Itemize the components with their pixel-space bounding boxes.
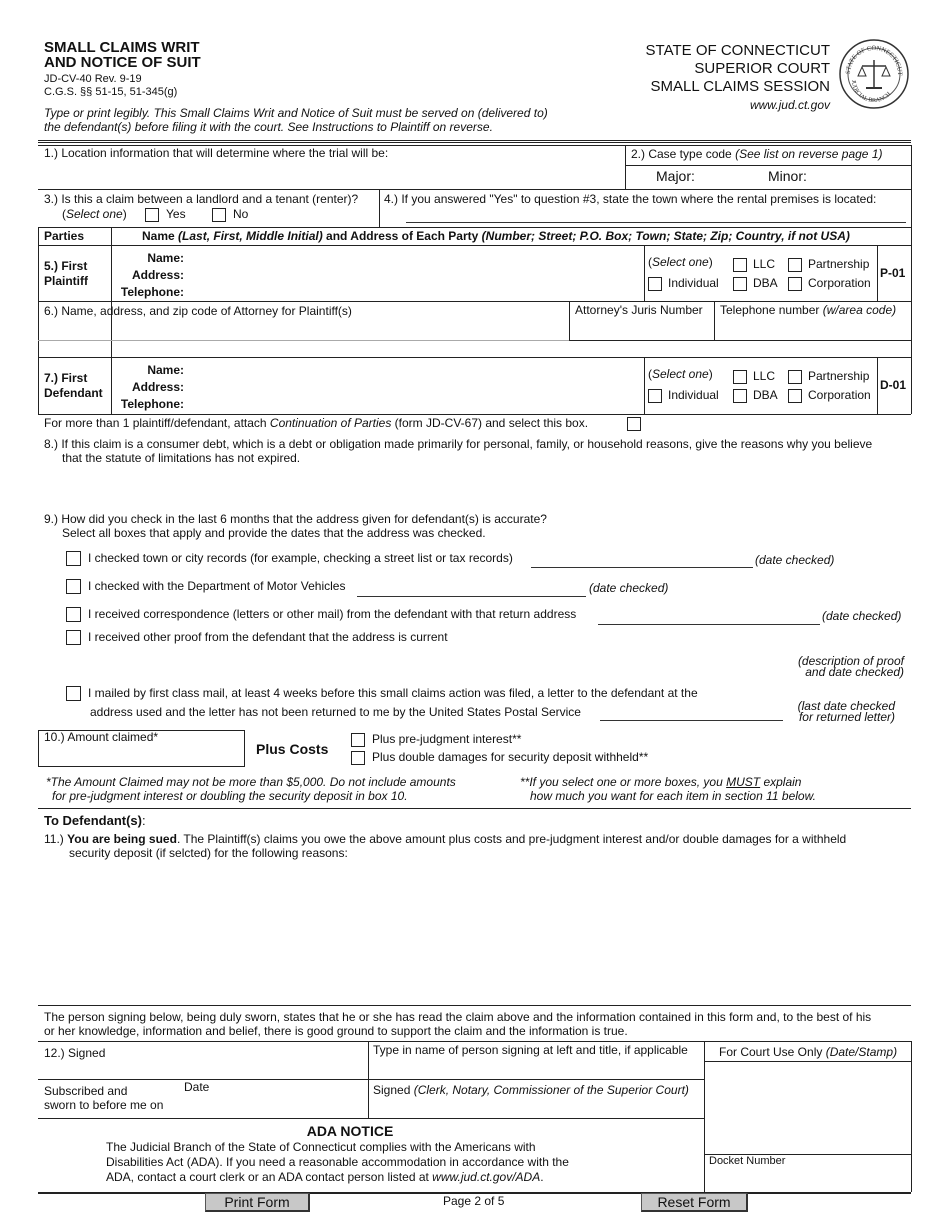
to-defendants-heading: To Defendant(s):	[44, 813, 146, 828]
defendant-telephone-label: Telephone:	[120, 397, 184, 411]
q11-text: 11.) You are being sued. The Plaintiff(s) claims you owe the above amount plus costs and pre-judgment interest and/or double damages for a withheld security deposit (if selcted) for the following reasons:	[44, 832, 847, 860]
q2-case-type	[631, 147, 883, 161]
seal-text-top: STATE OF CONNECTICUT	[844, 44, 904, 76]
q2-minor-label: Minor:	[768, 168, 807, 184]
clerk-signature-label: Signed (Clerk, Notary, Commissioner of the Superior Court)	[373, 1083, 689, 1097]
attorney-phone-label: Telephone number (w/area code)	[720, 303, 897, 317]
plaintiff-field-labels	[116, 250, 184, 301]
court-name: SUPERIOR COURT	[694, 60, 830, 77]
q9-mailed-date[interactable]	[600, 720, 783, 721]
q10-interest-checkbox[interactable]	[351, 733, 365, 747]
form-title	[44, 40, 201, 70]
reset-form-button[interactable]: Reset Form	[641, 1193, 748, 1212]
q9-dmv-hint: (date checked)	[589, 581, 669, 595]
defendant-corporation-label: Corporation	[808, 388, 871, 402]
q9-mailed-checkbox[interactable]	[66, 686, 81, 701]
defendant-individual-label: Individual	[668, 388, 719, 402]
q9-mailed-line2: address used and the letter has not been returned to me by the United States Postal Service	[90, 705, 581, 719]
q9-other-proof-checkbox[interactable]	[66, 630, 81, 645]
q3-no-label: No	[233, 207, 249, 221]
plaintiff-telephone-label: Telephone:	[120, 285, 184, 299]
q9-other-proof-hint: (description of proof and date checked)	[797, 654, 904, 679]
state-name: STATE OF CONNECTICUT	[645, 42, 830, 59]
parties-name-header: Name (Last, First, Middle Initial) and Address of Each Party (Number; Street; P.O. Box; Town; State; Zip; Country, if not USA)	[142, 229, 850, 243]
judicial-branch-seal-icon	[838, 38, 910, 110]
q8-reasons-input[interactable]	[44, 468, 904, 508]
q10-label: 10.) Amount claimed*	[44, 730, 159, 744]
statute-reference: C.G.S. §§ 51-15, 51-345(g)	[44, 86, 178, 98]
q1-location-input[interactable]	[44, 170, 604, 188]
q4-town-input[interactable]	[406, 222, 906, 223]
defendant-partnership-checkbox[interactable]	[788, 370, 802, 384]
plaintiff-dba-label: DBA	[753, 276, 778, 290]
q4-label: 4.) If you answered "Yes" to question #3, state the town where the rental premises is located:	[384, 192, 877, 206]
q9-other-proof-input[interactable]	[88, 648, 778, 674]
print-form-button[interactable]: Print Form	[205, 1193, 310, 1212]
docket-number-input[interactable]	[709, 1170, 907, 1188]
q9-text: 9.) How did you check in the last 6 months that the address given for defendant(s) is accurate? Select all boxes that apply and provide the dates that the address was checked.	[44, 512, 547, 540]
defendant-code: D-01	[880, 378, 907, 392]
page-indicator: Page 2 of 5	[443, 1194, 505, 1208]
q11-reasons-input[interactable]	[44, 866, 904, 996]
defendant-partnership-label: Partnership	[808, 369, 870, 383]
q10-note2: **If you select one or more boxes, you MUST explain how much you want for each item in section 11 below.	[520, 775, 816, 803]
continuation-checkbox[interactable]	[627, 417, 641, 431]
attorney-juris-label: Attorney's Juris Number	[575, 303, 703, 317]
plaintiff-partnership-checkbox[interactable]	[788, 258, 802, 272]
header-divider	[38, 140, 911, 143]
session-name: SMALL CLAIMS SESSION	[650, 78, 830, 95]
defendant-corporation-checkbox[interactable]	[788, 389, 802, 403]
defendant-name-label: Name:	[147, 363, 184, 377]
q9-town-records-date[interactable]	[531, 567, 753, 568]
q9-town-records-label: I checked town or city records (for example, checking a street list or tax records)	[88, 551, 513, 565]
q9-correspondence-date[interactable]	[598, 624, 820, 625]
q9-dmv-date[interactable]	[357, 596, 586, 597]
plaintiff-address-label: Address:	[131, 268, 184, 282]
seal-text-bottom: JUDICIAL BRANCH	[849, 79, 893, 105]
q1-label: 1.) Location information that will determine where the trial will be:	[44, 146, 389, 160]
q9-correspondence-hint: (date checked)	[822, 609, 902, 623]
q10-plus-costs: Plus Costs	[256, 741, 329, 757]
q10-interest-label: Plus pre-judgment interest**	[372, 732, 522, 746]
defendant-llc-checkbox[interactable]	[733, 370, 747, 384]
plaintiff-select-one: (Select one)	[648, 255, 713, 269]
ada-link[interactable]: www.jud.ct.gov/ADA	[432, 1170, 541, 1184]
subscribed-label: Subscribed and sworn to before me on	[44, 1084, 164, 1112]
instructions-line2: the defendant(s) before filing it with the court. See Instructions to Plaintiff on reverse.	[44, 120, 493, 134]
plaintiff-llc-label: LLC	[753, 257, 776, 271]
plaintiff-dba-checkbox[interactable]	[733, 277, 747, 291]
court-website: www.jud.ct.gov	[749, 98, 830, 112]
defendant-dba-checkbox[interactable]	[733, 389, 747, 403]
signature-input[interactable]	[110, 1044, 364, 1076]
typename-input[interactable]	[373, 1060, 701, 1078]
q9-correspondence-checkbox[interactable]	[66, 607, 81, 622]
continuation-text: For more than 1 plaintiff/defendant, attach Continuation of Parties (form JD-CV-67) and select this box.	[44, 416, 589, 430]
q9-dmv-checkbox[interactable]	[66, 579, 81, 594]
q10-note1: *The Amount Claimed may not be more than $5,000. Do not include amounts for pre-judgment interest or doubling the security deposit in box 10.	[46, 775, 456, 803]
q9-other-proof-label: I received other proof from the defendant that the address is current	[88, 630, 448, 644]
defendant-individual-checkbox[interactable]	[648, 389, 662, 403]
form-title-line2: AND NOTICE OF SUIT	[44, 54, 201, 71]
form-id: JD-CV-40 Rev. 9-19	[44, 73, 142, 85]
q3-no-checkbox[interactable]	[212, 208, 226, 222]
defendant-select-one: (Select one)	[648, 367, 713, 381]
court-use-label: For Court Use Only (Date/Stamp)	[719, 1045, 898, 1059]
q3-label: 3.) Is this a claim between a landlord and a tenant (renter)?	[44, 192, 359, 206]
plaintiff-individual-checkbox[interactable]	[648, 277, 662, 291]
q9-mailed-line1: I mailed by first class mail, at least 4 weeks before this small claims action was filed, a letter to the defendant at the	[88, 686, 698, 700]
defendant-field-labels	[116, 362, 184, 413]
q9-dmv-label: I checked with the Department of Motor Vehicles	[88, 579, 346, 593]
q3-select-hint: (Select one)	[62, 207, 127, 221]
defendant-info-input[interactable]	[190, 362, 640, 412]
attorney-input[interactable]	[44, 320, 564, 338]
q9-town-records-hint: (date checked)	[755, 553, 835, 567]
plaintiff-corporation-checkbox[interactable]	[788, 277, 802, 291]
defendant-llc-label: LLC	[753, 369, 776, 383]
q2-hint: (See list on reverse page 1)	[735, 147, 883, 161]
plaintiff-individual-label: Individual	[668, 276, 719, 290]
court-block	[646, 42, 830, 114]
plaintiff-label: 5.) First Plaintiff	[44, 259, 88, 288]
docket-number-label: Docket Number	[709, 1155, 786, 1167]
plaintiff-llc-checkbox[interactable]	[733, 258, 747, 272]
q9-correspondence-label: I received correspondence (letters or other mail) from the defendant with that return address	[88, 607, 577, 621]
q2-major-label: Major:	[656, 168, 695, 184]
q10-double-damages-checkbox[interactable]	[351, 751, 365, 765]
q2-label: 2.) Case type code	[631, 147, 732, 161]
instructions-line1: Type or print legibly. This Small Claims Writ and Notice of Suit must be served on (delivered to)	[44, 106, 548, 120]
plaintiff-partnership-label: Partnership	[808, 257, 870, 271]
parties-col-header: Parties	[44, 229, 85, 243]
plaintiff-info-input[interactable]	[190, 250, 640, 300]
plaintiff-corporation-label: Corporation	[808, 276, 871, 290]
oath-text: The person signing below, being duly sworn, states that he or she has read the claim above and the information contained in this form and, to the best of his or her knowledge, information and belief, there is good ground to support the claim and the information is true.	[44, 1010, 872, 1038]
defendant-address-label: Address:	[131, 380, 184, 394]
q9-town-records-checkbox[interactable]	[66, 551, 81, 566]
form-title-line1: SMALL CLAIMS WRIT	[44, 39, 200, 56]
q8-text: 8.) If this claim is a consumer debt, which is a debt or obligation made primarily for personal, family, or household reasons, give the reasons why you believe that the statute of limitations has not expired.	[44, 437, 873, 465]
plaintiff-name-label: Name:	[147, 251, 184, 265]
q9-mailed-hint: (last date checked for returned letter)	[797, 699, 895, 724]
q3-yes-label: Yes	[166, 207, 186, 221]
signed-label: 12.) Signed	[44, 1046, 106, 1060]
ada-title: ADA NOTICE	[306, 1123, 394, 1139]
attorney-label: 6.) Name, address, and zip code of Attorney for Plaintiff(s)	[44, 304, 352, 318]
plaintiff-code: P-01	[880, 266, 906, 280]
q3-yes-checkbox[interactable]	[145, 208, 159, 222]
date-label: Date	[184, 1080, 210, 1094]
sworn-date-input[interactable]	[184, 1096, 364, 1114]
defendant-label: 7.) First Defendant	[44, 371, 103, 400]
q10-double-damages-label: Plus double damages for security deposit withheld**	[372, 750, 649, 764]
defendant-dba-label: DBA	[753, 388, 778, 402]
ada-text: The Judicial Branch of the State of Connecticut complies with the Americans with Disabilities Act (ADA). If you need a reasonable accommodation in accordance with the ADA, contact a court clerk or an ADA contact person listed at www.jud.ct.gov/ADA.	[106, 1140, 569, 1184]
header-instructions	[44, 106, 548, 134]
typename-label: Type in name of person signing at left and title, if applicable	[373, 1043, 688, 1057]
